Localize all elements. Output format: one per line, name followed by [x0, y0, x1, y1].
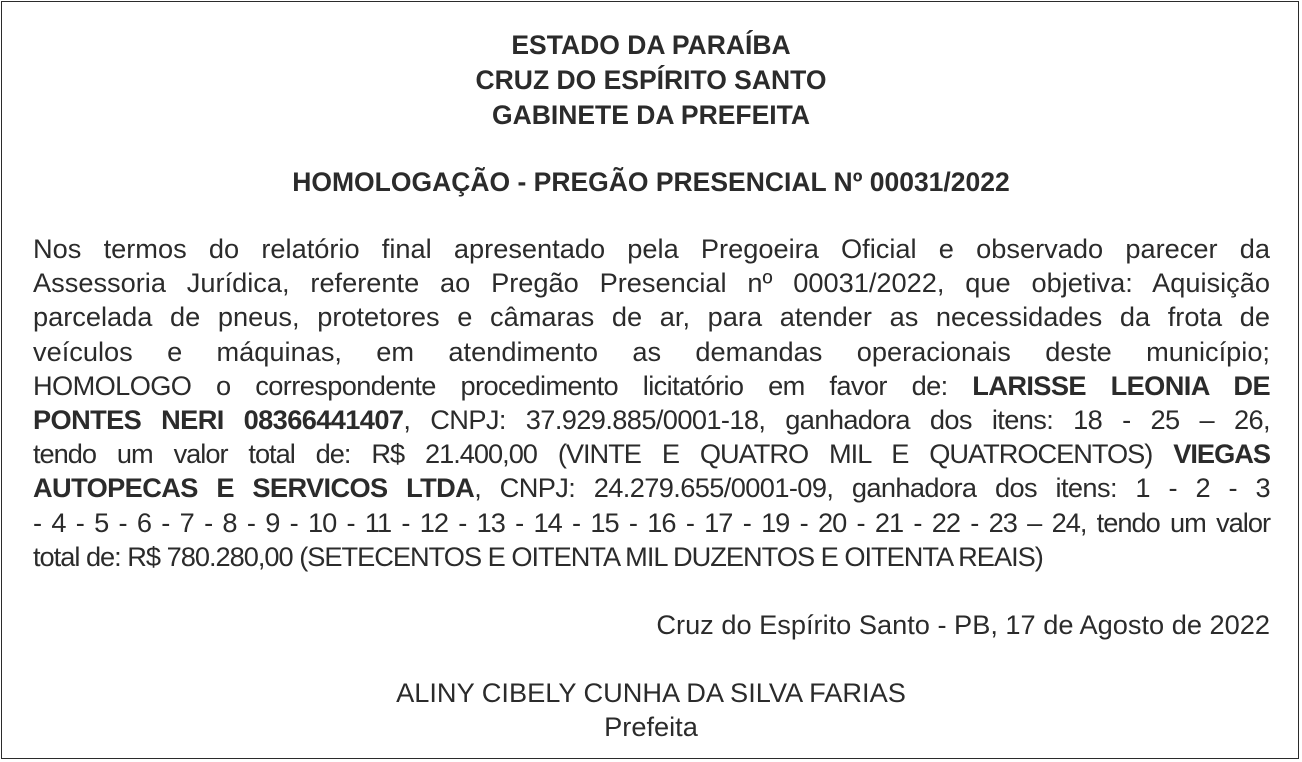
- document-title: HOMOLOGAÇÃO - PREGÃO PRESENCIAL Nº 00031/2022: [292, 167, 1010, 197]
- body-line-1: Nos termos do relatório final apresentado pela Pregoeira Oficial e observado parecer da: [33, 233, 1270, 264]
- winner-1-name-part1: LARISSE LEONIA DE: [972, 369, 1270, 401]
- header-office: GABINETE DA PREFEITA: [491, 100, 810, 130]
- body-line-4: veículos e máquinas, em atendimento as demandas operacionais deste município;: [33, 335, 1270, 367]
- document-header: [0, 28, 1302, 133]
- signature-block: [0, 676, 1302, 744]
- signatory-name: ALINY CIBELY CUNHA DA SILVA FARIAS: [396, 677, 906, 708]
- document-body: [33, 232, 1270, 574]
- winner-2-details: , CNPJ: 24.279.655/0001-09, ganhadora dos itens: 1 - 2 - 3: [474, 472, 1270, 504]
- homologation-statement: HOMOLOGO o correspondente procedimento licitatório em favor de:: [33, 369, 973, 401]
- body-line-3: parcelada de pneus, protetores e câmaras de ar, para atender as necessidades da frota de: [33, 301, 1270, 333]
- winner-2-name-part1: VIEGAS: [1173, 438, 1270, 470]
- winner-1-name-part2: PONTES NERI 08366441407: [33, 403, 404, 435]
- body-line-7: [33, 437, 1270, 471]
- body-line-2: Assessoria Jurídica, referente ao Pregão Presencial nº 00031/2022, que objetiva: Aquisição: [33, 267, 1270, 299]
- winner-1-total: tendo um valor total de: R$ 21.400,00 (VINTE E QUATRO MIL E QUATROCENTOS): [33, 438, 1174, 470]
- date-line: Cruz do Espírito Santo - PB, 17 de Agosto de 2022: [656, 609, 1270, 640]
- body-line-9: - 4 - 5 - 6 - 7 - 8 - 9 - 10 - 11 - 12 - 13 - 14 - 15 - 16 - 17 - 19 - 20 - 21 - 22 - 23 – 24, tendo um valor: [33, 506, 1270, 538]
- signatory-role: Prefeita: [604, 711, 698, 742]
- header-municipality: CRUZ DO ESPÍRITO SANTO: [475, 65, 827, 95]
- winner-2-name-part2: AUTOPECAS E SERVICOS LTDA: [33, 472, 475, 504]
- body-line-10: total de: R$ 780.280,00 (SETECENTOS E OITENTA MIL DUZENTOS E OITENTA REAIS): [33, 540, 1043, 572]
- winner-1-details: , CNPJ: 37.929.885/0001-18, ganhadora dos itens: 18 - 25 – 26,: [403, 403, 1270, 435]
- body-line-8: [33, 471, 1270, 505]
- body-line-5: [33, 369, 1270, 403]
- body-line-6: [33, 403, 1270, 437]
- header-state: ESTADO DA PARAÍBA: [511, 30, 791, 60]
